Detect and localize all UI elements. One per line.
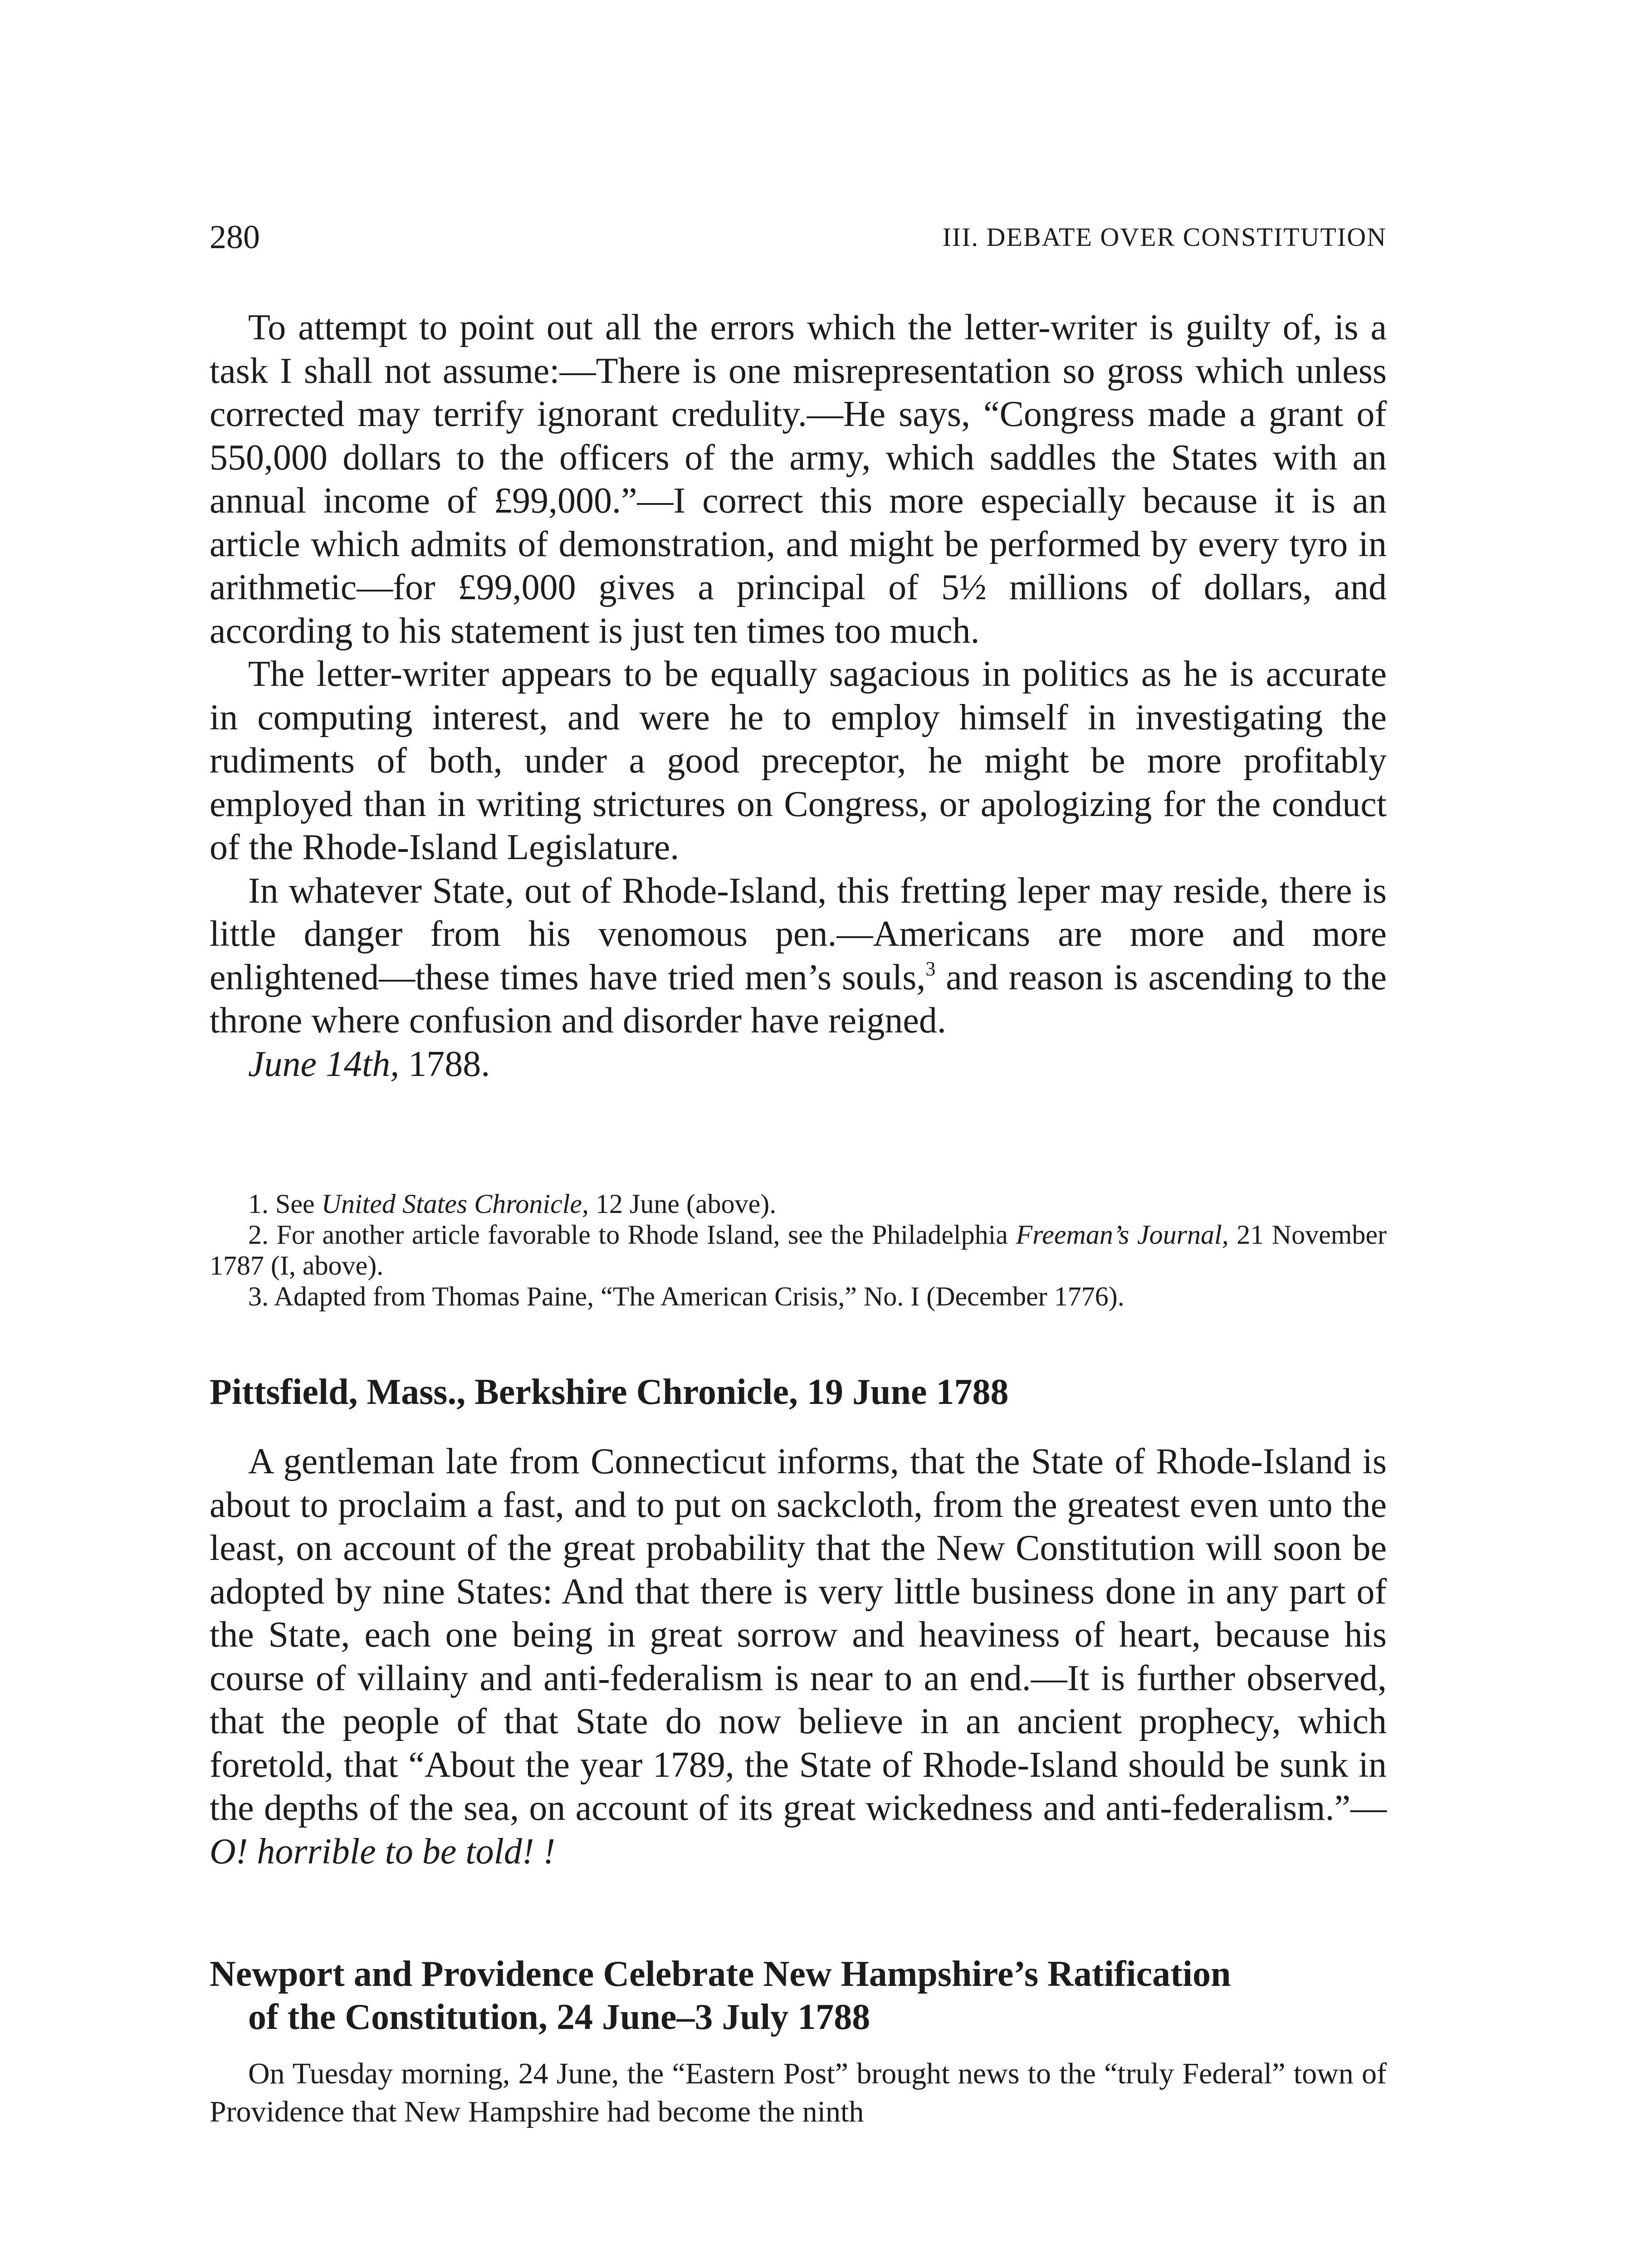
footnote-2-text: 2. For another article favorable to Rhode Island, see the Philadelphia [248, 1220, 1016, 1250]
section-heading-newport-line2: of the Constitution, 24 June–3 July 1788 [248, 1997, 870, 2037]
paragraph-letter-writer: The letter-writer appears to be equally sagacious in politics as he is accurate in computing interest, and were he to employ himself in investigating the rudiments of both, under a good preceptor, he might be more profitably employed than in writing strictures on Congress, or apologizing for the conduct of the Rhode-Island Legislature. [210, 654, 1387, 867]
article-newport-intro [210, 2055, 1387, 2131]
footnote-1-text: 1. See [248, 1189, 322, 1219]
footnote-2 [210, 1219, 1387, 1281]
footnotes [210, 1188, 1387, 1312]
paragraph-newport-intro: On Tuesday morning, 24 June, the “Eastern Post” brought news to the “truly Federal” town of Providence that New Hampshire had become the ninth [210, 2057, 1387, 2128]
footnote-1 [210, 1188, 1387, 1219]
footnote-1-end: 12 June (above). [589, 1189, 777, 1219]
paragraph-berkshire-closing: O! horrible to be told! ! [210, 1831, 556, 1872]
footnote-2-title: Freeman’s Journal, [1016, 1220, 1229, 1250]
dateline [210, 1043, 1387, 1086]
paragraph-errors: To attempt to point out all the errors which the letter-writer is guilty of, is a task I shall not assume:—There is one misrepresentation so gross which unless corrected may terrify ignorant credulity.—He says, “Congress made a grant of 550,000 dollars to the officers of the army, which saddles the States with an annual income of £99,000.”—I correct this more especially because it is an article which admits of demonstration, and might be performed by every tyro in arithmetic—for £99,000 gives a principal of 5½ millions of dollars, and according to his statement is just ten times too much. [210, 308, 1387, 651]
section-heading-newport [210, 1953, 1387, 2039]
paragraph-berkshire [210, 1440, 1387, 1873]
article-continued [210, 306, 1387, 1086]
page-number: 280 [210, 219, 260, 256]
dateline-month: June [248, 1044, 317, 1084]
section-heading-newport-line1: Newport and Providence Celebrate New Hampshire’s Ratification [210, 1954, 1231, 1994]
section-title: III. DEBATE OVER CONSTITUTION [942, 222, 1387, 252]
paragraph-leper-text: In whatever State, out of Rhode-Island, this fretting leper may reside, there is little danger from his venomous pen.—Americans are more and more enlightened—these times have tried men’s souls, [210, 870, 1387, 997]
section-heading-berkshire: Pittsfield, Mass., Berkshire Chronicle, 19 June 1788 [210, 1372, 1009, 1412]
paragraph-leper-text-end: and reason is ascending to the throne where confusion and disorder have reigned. [210, 957, 1387, 1041]
paragraph-leper [210, 870, 1387, 1043]
dateline-day: 14th, [326, 1044, 400, 1084]
running-head [210, 217, 1387, 258]
dateline-year: 1788. [408, 1044, 490, 1084]
footnote-ref-3: 3 [925, 957, 936, 980]
paragraph-berkshire-text: A gentleman late from Connecticut informs, that the State of Rhode-Island is about to proclaim a fast, and to put on sackcloth, from the greatest even unto the least, on account of the great probability that the New Constitution will soon be adopted by nine States: And that there is very little business done in any part of the State, each one being in great sorrow and heaviness of heart, because his course of villainy and anti-federalism is near to an end.—It is further observed, that the people of that State do now believe in an ancient prophecy, which foretold, that “About the year 1789, the State of Rhode-Island should be sunk in the depths of the sea, on account of its great wickedness and anti-federalism.”— [210, 1442, 1387, 1828]
footnote-3: 3. Adapted from Thomas Paine, “The American Crisis,” No. I (December 1776). [248, 1281, 1125, 1311]
article-berkshire [210, 1440, 1387, 1873]
footnote-1-title: United States Chronicle, [321, 1189, 589, 1219]
footnote-2-end: 21 November 1787 (I, above). [210, 1220, 1387, 1281]
